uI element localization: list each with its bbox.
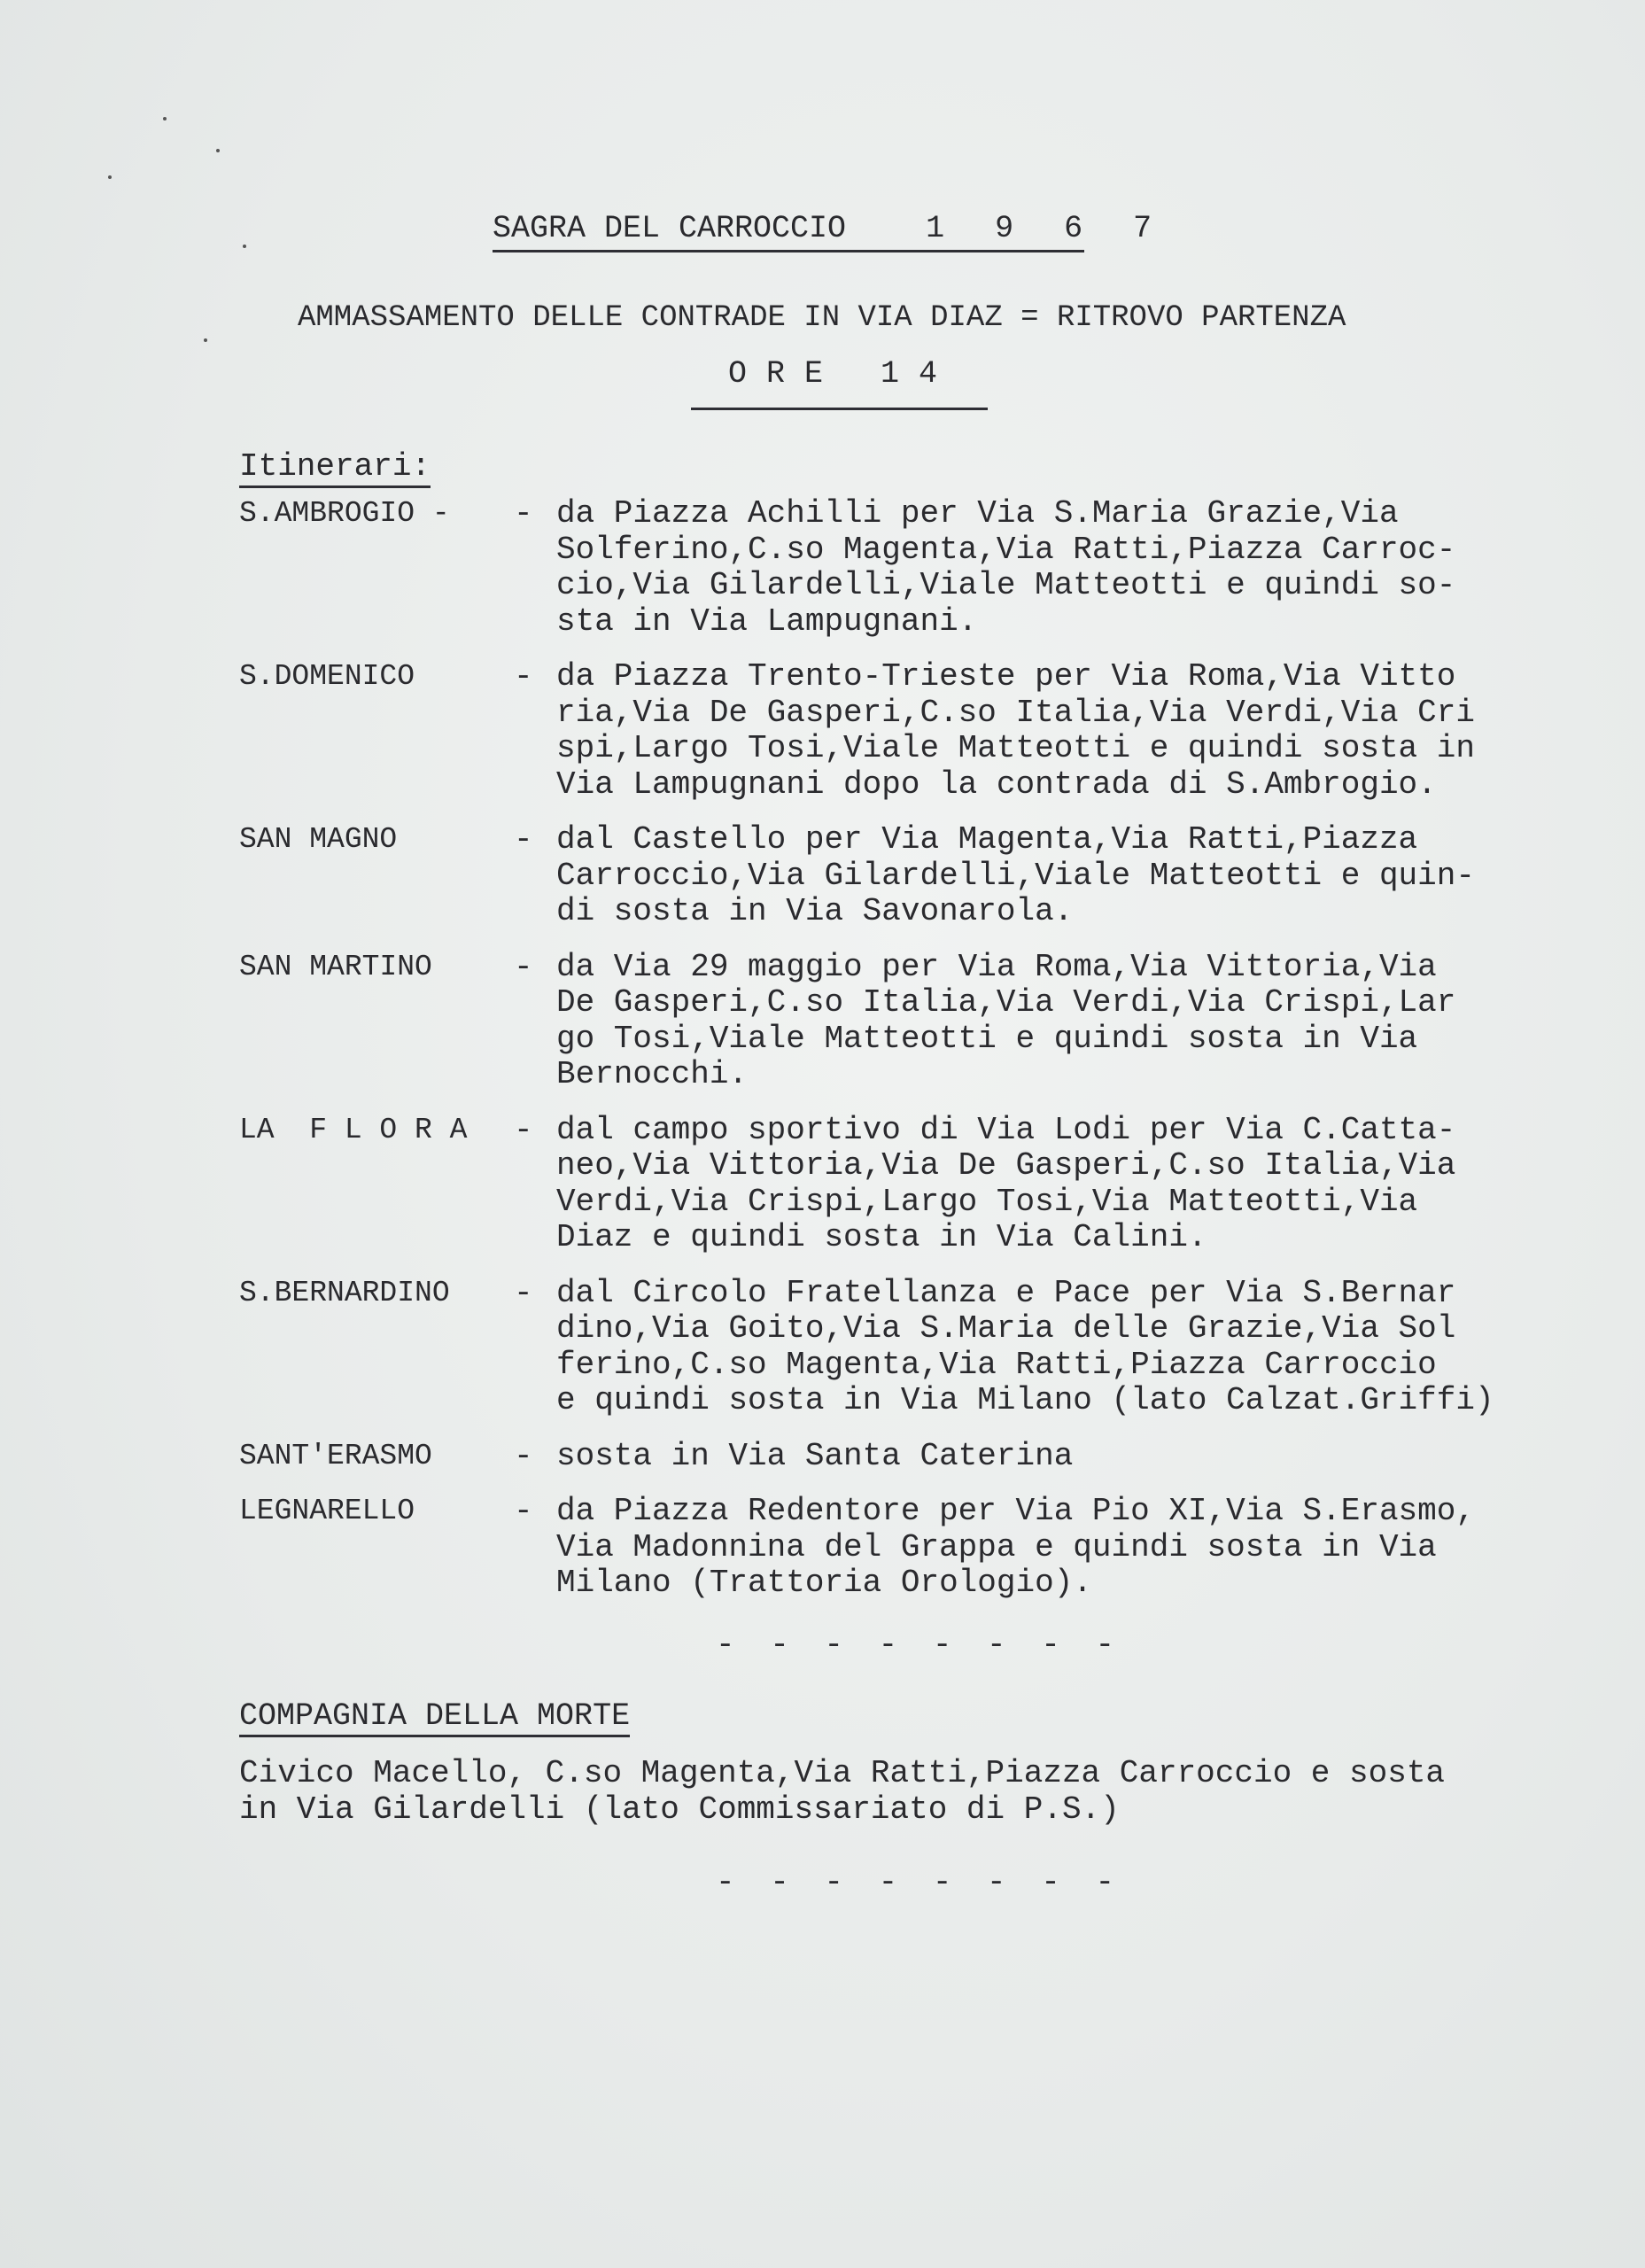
contrada-name: SANT'ERASMO xyxy=(239,1439,432,1472)
compagnia-heading: COMPAGNIA DELLA MORTE xyxy=(239,1699,630,1737)
route-text xyxy=(556,822,1550,930)
route-text xyxy=(556,659,1550,803)
route-text xyxy=(556,1494,1550,1602)
route-line: ferino,C.so Magenta,Via Ratti,Piazza Carroccio xyxy=(556,1346,1437,1383)
contrada-name: LA F L O R A xyxy=(239,1113,468,1146)
route-line: in Via Gilardelli (lato Commissariato di P.S.) xyxy=(239,1790,1120,1828)
route-line: da Via 29 maggio per Via Roma,Via Vittoria,Via xyxy=(556,948,1437,985)
document-title xyxy=(493,211,1168,246)
entry-dash: - xyxy=(514,1111,533,1148)
itinerary-list xyxy=(239,496,1550,1621)
route-line: Via Madonnina del Grappa e quindi sosta in Via xyxy=(556,1528,1437,1565)
route-line: da Piazza Redentore per Via Pio XI,Via S.Erasmo, xyxy=(556,1493,1475,1529)
route-line: sosta in Via Santa Caterina xyxy=(556,1437,1074,1474)
itinerary-entry xyxy=(239,1494,1550,1602)
title-text: SAGRA DEL CARROCCIO xyxy=(493,211,847,246)
route-line: dal Castello per Via Magenta,Via Ratti,Piazza xyxy=(556,821,1418,858)
entry-dash: - xyxy=(514,495,533,532)
paper-speck xyxy=(163,117,167,120)
route-line: dal Circolo Fratellanza e Pace per Via S.Bernar xyxy=(556,1274,1456,1311)
departure-time: ORE 14 xyxy=(728,356,958,392)
itinerary-entry xyxy=(239,1276,1550,1419)
route-line: da Piazza Trento-Trieste per Via Roma,Via Vitto xyxy=(556,658,1456,695)
time-underline xyxy=(691,408,988,410)
route-line: Bernocchi. xyxy=(556,1056,749,1092)
title-year: 1 9 6 7 xyxy=(926,211,1168,246)
paper-speck xyxy=(243,245,246,248)
contrada-name: S.DOMENICO xyxy=(239,660,415,693)
route-line: spi,Largo Tosi,Viale Matteotti e quindi sosta in xyxy=(556,730,1475,766)
compagnia-route xyxy=(239,1756,1445,1828)
itinerary-entry xyxy=(239,659,1550,803)
entry-dash: - xyxy=(514,658,533,695)
paper-speck xyxy=(204,338,207,342)
route-line: sta in Via Lampugnani. xyxy=(556,602,978,640)
route-line: dino,Via Goito,Via S.Maria delle Grazie,Via Sol xyxy=(556,1310,1456,1347)
paper-speck xyxy=(108,175,112,179)
contrada-name: SAN MAGNO xyxy=(239,823,398,856)
route-line: di sosta in Via Savonarola. xyxy=(556,893,1074,929)
route-line: De Gasperi,C.so Italia,Via Verdi,Via Crispi,Lar xyxy=(556,984,1456,1021)
route-line: Milano (Trattoria Orologio). xyxy=(556,1565,1092,1601)
route-line: Solferino,C.so Magenta,Via Ratti,Piazza Carroc- xyxy=(556,531,1456,568)
route-line: da Piazza Achilli per Via S.Maria Grazie,Via xyxy=(556,495,1399,532)
route-line: Diaz e quindi sosta in Via Calini. xyxy=(556,1219,1207,1255)
contrada-name: S.BERNARDINO xyxy=(239,1276,450,1309)
route-text xyxy=(556,950,1550,1093)
entry-dash: - xyxy=(514,1493,533,1529)
route-text xyxy=(556,1113,1550,1256)
entry-dash: - xyxy=(514,948,533,985)
document-subtitle: AMMASSAMENTO DELLE CONTRADE IN VIA DIAZ = RITROVO PARTENZA xyxy=(298,301,1346,335)
itinerary-entry xyxy=(239,822,1550,930)
contrada-name: LEGNARELLO xyxy=(239,1495,415,1527)
route-line: ria,Via De Gasperi,C.so Italia,Via Verdi,Via Cri xyxy=(556,694,1475,731)
itinerary-entry xyxy=(239,950,1550,1093)
itinerari-heading: Itinerari: xyxy=(239,450,431,488)
contrada-name: SAN MARTINO xyxy=(239,950,432,983)
route-line: dal campo sportivo di Via Lodi per Via C.Catta- xyxy=(556,1111,1456,1148)
itinerary-entry xyxy=(239,496,1550,640)
route-line: Verdi,Via Crispi,Largo Tosi,Via Matteotti,Via xyxy=(556,1183,1418,1220)
route-text xyxy=(556,1276,1550,1419)
title-underline xyxy=(493,250,1084,252)
paper-speck xyxy=(216,149,220,152)
itinerary-entry xyxy=(239,1439,1550,1475)
route-line: e quindi sosta in Via Milano (lato Calzat.Griffi) xyxy=(556,1382,1494,1418)
entry-dash: - xyxy=(514,1274,533,1311)
route-line: Civico Macello, C.so Magenta,Via Ratti,Piazza Carroccio e sosta xyxy=(239,1755,1446,1791)
route-line: Carroccio,Via Gilardelli,Viale Matteotti e quin- xyxy=(556,857,1475,894)
itinerary-entry xyxy=(239,1113,1550,1256)
section-separator: - - - - - - - - xyxy=(716,1627,1123,1663)
route-line: cio,Via Gilardelli,Viale Matteotti e quindi so- xyxy=(556,567,1456,603)
route-text xyxy=(556,1439,1550,1475)
contrada-name: S.AMBROGIO - xyxy=(239,497,450,530)
route-line: go Tosi,Viale Matteotti e quindi sosta in Via xyxy=(556,1020,1418,1057)
route-text xyxy=(556,496,1550,640)
route-line: Via Lampugnani dopo la contrada di S.Ambrogio. xyxy=(556,765,1437,803)
entry-dash: - xyxy=(514,1437,533,1474)
entry-dash: - xyxy=(514,821,533,858)
route-line: neo,Via Vittoria,Via De Gasperi,C.so Italia,Via xyxy=(556,1147,1456,1184)
end-separator: - - - - - - - - xyxy=(716,1864,1123,1900)
